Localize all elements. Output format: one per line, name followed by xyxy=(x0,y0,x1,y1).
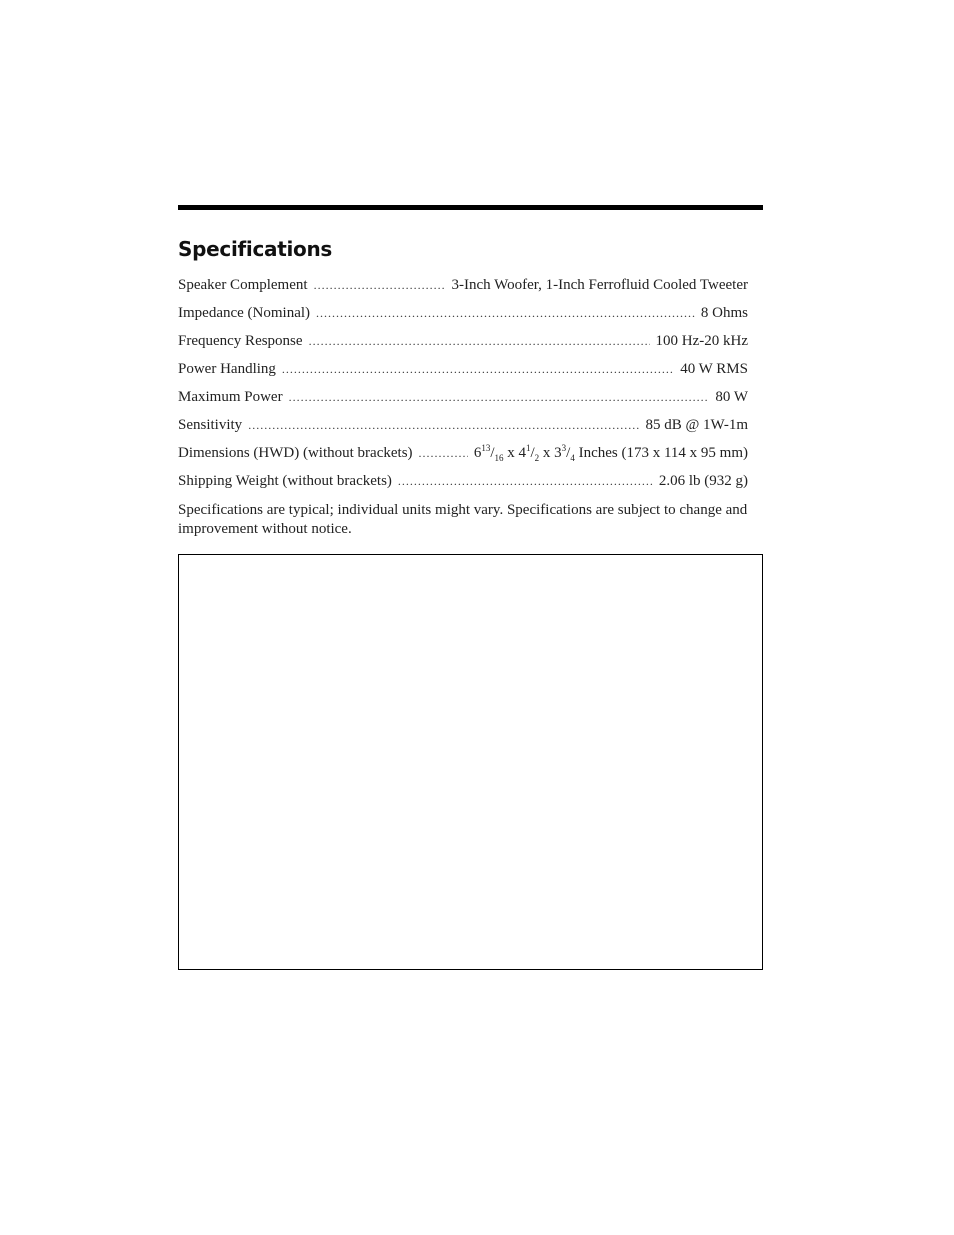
dot-leader xyxy=(289,390,710,405)
top-rule xyxy=(178,205,763,210)
spec-label: Power Handling xyxy=(178,361,276,377)
spec-value: 8 Ohms xyxy=(700,305,748,321)
spec-label: Impedance (Nominal) xyxy=(178,305,311,321)
spec-label: Frequency Response xyxy=(178,333,303,349)
dot-leader xyxy=(316,306,695,321)
spec-label: Shipping Weight (without brackets) xyxy=(178,473,392,489)
spec-row-frequency-response xyxy=(178,333,748,361)
spec-label: Sensitivity xyxy=(178,417,243,433)
spec-row-impedance xyxy=(178,305,748,333)
dot-leader xyxy=(314,278,446,293)
spec-label: Speaker Complement xyxy=(178,277,308,293)
dot-leader xyxy=(309,334,650,349)
spec-value: 80 W xyxy=(715,389,748,405)
spec-row-shipping-weight xyxy=(178,473,748,501)
spec-row-power-handling xyxy=(178,361,748,389)
spec-value: 40 W RMS xyxy=(680,361,748,377)
spec-value: $6^{13}/_{16}$ x $4^1/_2$ x $3^3/_4$ Inches (173 x 114 x 95 mm) xyxy=(473,443,748,463)
spec-row-maximum-power xyxy=(178,389,748,417)
specifications-page xyxy=(178,205,763,970)
spec-value: 3-Inch Woofer, 1-Inch Ferrofluid Cooled Tweeter xyxy=(451,277,748,293)
spec-row-sensitivity xyxy=(178,417,748,445)
dot-leader xyxy=(398,474,653,489)
spec-label: Dimensions (HWD) (without brackets) xyxy=(178,445,413,461)
dot-leader xyxy=(248,418,639,433)
section-title: Specifications xyxy=(178,237,333,261)
dot-leader xyxy=(282,362,674,377)
spec-value: 85 dB @ 1W-1m xyxy=(645,417,748,433)
spec-row-dimensions xyxy=(178,445,748,473)
spec-value: 100 Hz-20 kHz xyxy=(655,333,748,349)
dot-leader xyxy=(419,446,468,461)
spec-list xyxy=(178,277,748,501)
spec-value: 2.06 lb (932 g) xyxy=(658,473,748,489)
specifications-note: Specifications are typical; individual units might vary. Specifications are subject to change and improvement without notice. xyxy=(178,502,748,537)
blank-box xyxy=(178,554,763,970)
spec-row-speaker-complement xyxy=(178,277,748,305)
spec-label: Maximum Power xyxy=(178,389,283,405)
